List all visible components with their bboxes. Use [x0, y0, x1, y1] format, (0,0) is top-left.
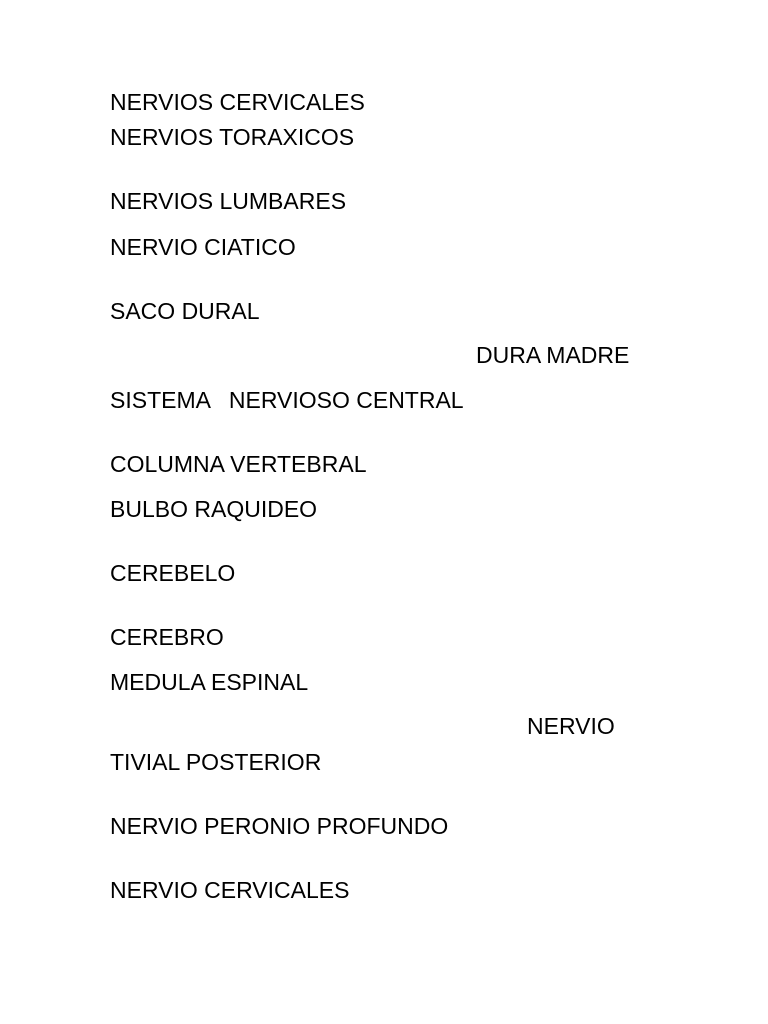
- text-line: MEDULA ESPINAL: [110, 669, 309, 695]
- text-line: SISTEMA NERVIOSO CENTRAL: [110, 387, 464, 413]
- text-line: NERVIOS TORAXICOS: [110, 124, 355, 150]
- text-line: NERVIO PERONIO PROFUNDO: [110, 813, 449, 839]
- text-line: SACO DURAL: [110, 298, 260, 324]
- text-line: CEREBELO: [110, 560, 236, 586]
- text-line: NERVIO: [527, 713, 615, 739]
- text-line: TIVIAL POSTERIOR: [110, 749, 322, 775]
- text-line: NERVIO CIATICO: [110, 234, 296, 260]
- text-line: NERVIOS CERVICALES: [110, 89, 365, 115]
- text-line: CEREBRO: [110, 624, 224, 650]
- text-line: NERVIO CERVICALES: [110, 877, 350, 903]
- text-line: BULBO RAQUIDEO: [110, 496, 318, 522]
- text-line: COLUMNA VERTEBRAL: [110, 451, 367, 477]
- text-line: DURA MADRE: [476, 342, 630, 368]
- text-line: NERVIOS LUMBARES: [110, 188, 347, 214]
